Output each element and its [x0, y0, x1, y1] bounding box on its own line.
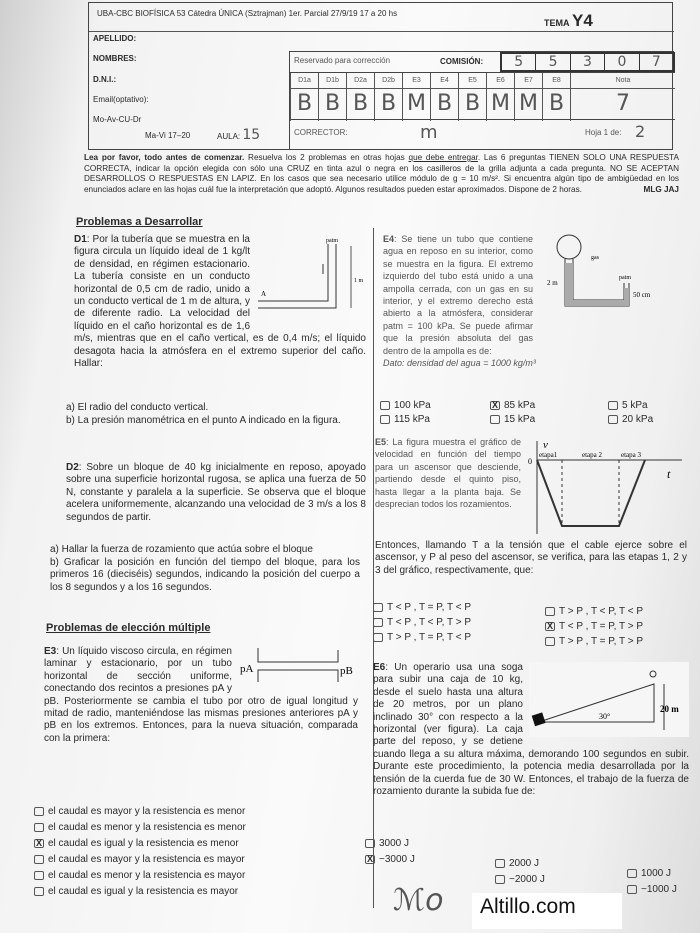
- aula-value: 15: [242, 127, 261, 143]
- option-label: −3000 J: [379, 854, 415, 865]
- svg-text:1 m: 1 m: [354, 278, 364, 284]
- d2-text: D2: Sobre un bloque de 40 kg inicialmente en reposo, apoyado sobre una superficie horizontal rugosa, se aplica una fuerza de 50 N, constante y paralela a la superficie. Se observa que el bloque acelera uniformemente, alcanzando una velocidad de 3 m/s a los 8 segundos de partir.: [66, 462, 366, 523]
- days-label: Mo-Av-CU-Dr: [93, 115, 142, 124]
- option-label: 115 kPa: [394, 414, 430, 425]
- option-label: el caudal es igual y la resistencia es mayor: [48, 886, 239, 897]
- e6-incline-figure: [529, 662, 689, 737]
- checkbox[interactable]: [490, 415, 500, 424]
- column-divider: [373, 228, 374, 908]
- grade-cell-d2b: [374, 73, 402, 121]
- d1-part-b: b) La presión manométrica en el punto A indicado en la figura.: [66, 415, 341, 426]
- e3-tube-figure: [238, 646, 358, 686]
- checkbox[interactable]: [365, 839, 375, 848]
- option-label: el caudal es mayor y la resistencia es mayor: [48, 854, 245, 865]
- e4-dato: Dato: densidad del agua = 1000 kg/m³: [383, 358, 536, 369]
- e6-option[interactable]: [495, 858, 539, 871]
- option-label: −2000 J: [509, 874, 545, 885]
- option-label: 2000 J: [509, 858, 540, 869]
- grade-header: E6: [487, 73, 514, 89]
- grade-cell-e8: [542, 73, 570, 121]
- svg-text:30°: 30°: [599, 712, 611, 721]
- grade-value: B: [436, 91, 453, 116]
- e4-option[interactable]: [608, 400, 648, 413]
- handwritten-signature: ℳo: [393, 883, 444, 918]
- svg-text:pB: pB: [340, 665, 353, 677]
- e4-option[interactable]: [608, 414, 653, 427]
- checkbox[interactable]: [495, 859, 505, 868]
- e5-option[interactable]: [373, 632, 471, 645]
- grade-grid: [290, 72, 675, 120]
- grade-cell-d1b: [318, 73, 346, 121]
- checkbox[interactable]: [34, 871, 44, 880]
- svg-text:20 m: 20 m: [660, 704, 679, 714]
- grade-value: B: [296, 91, 313, 116]
- checkbox[interactable]: [373, 618, 383, 627]
- e6-text: 30° 20 m E6: Un operario usa una soga para subir una caja de 10 kg, desde el suelo hasta una altura de 20 metros, por un plano inclinado 30° con respecto a la horizontal (ver figura). La caja parte del reposo, y se detiene cuando llega a su altura máxima, demorando 100 segundos en subir. Durante este procedimiento, la potencia media desarrollada por la tensión de la cuerda fue de 30 W. Entonces, el trabajo de la fuerza de rozamiento durante la subida fue de:: [373, 662, 689, 798]
- option-label: el caudal es menor y la resistencia es menor: [48, 822, 246, 833]
- aula-label: AULA:: [217, 132, 241, 141]
- grade-header: D1b: [319, 73, 346, 89]
- option-label: el caudal es mayor y la resistencia es menor: [48, 806, 246, 817]
- svg-text:0: 0: [528, 457, 532, 466]
- option-label: 5 kPa: [622, 400, 648, 411]
- dni-label: D.N.I.:: [93, 75, 117, 84]
- d2-part-b: b) Graficar la posición en función del tiempo del bloque, para los primeros 16 (dieciséis) segundos, indicando la posición del cuerpo a los 8 segundos y a los 16 segundos.: [50, 557, 360, 593]
- checkbox[interactable]: [608, 401, 618, 410]
- option-label: el caudal es igual y la resistencia es menor: [48, 838, 239, 849]
- tema-value: Y4: [572, 11, 593, 30]
- grade-header: E4: [431, 73, 458, 89]
- e3-option[interactable]: [34, 822, 246, 835]
- grade-cell-e7: [514, 73, 542, 121]
- instructions: Lea por favor, todo antes de comenzar. Resuelva los 2 problemas en otras hojas que debe entregar. Las 6 preguntas TIENEN SOLO UNA RESPUESTA CORRECTA, indicar la opción elegida con sólo una CRUZ en tinta azul o negra en los casilleros de la grilla adjunta a cada pregunta. NO SE ACEPTAN DESARROLLOS O RESPUESTAS EN LAPIZ. En los casos que sea necesario utilice módulo de g = 10 m/s². Si encuentra algún tipo de ambigüedad en los enunciados aclare en las hojas cuál fue la interpretación que adoptó. Algunos resultados pueden estar aproximados. Dispone de 2 horas. MLG JAJ: [84, 153, 679, 194]
- svg-text:pA: pA: [240, 663, 254, 675]
- d2-part-a: a) Hallar la fuerza de rozamiento que actúa sobre el bloque: [50, 544, 313, 555]
- watermark: Altillo.com: [480, 895, 576, 918]
- e5-option[interactable]: [373, 617, 471, 630]
- e3-option[interactable]: [34, 886, 238, 899]
- grade-value: B: [464, 91, 481, 116]
- grade-cell-nota: [570, 73, 675, 121]
- e5-option[interactable]: [373, 602, 471, 615]
- e4-options: [380, 400, 680, 428]
- checkbox[interactable]: [380, 415, 390, 424]
- d1-pipe-figure: [256, 234, 366, 324]
- checkbox[interactable]: [627, 885, 637, 894]
- grade-value: M: [407, 91, 426, 116]
- checkbox[interactable]: [380, 401, 390, 410]
- option-label: −1000 J: [641, 884, 677, 895]
- grade-cell-e5: [458, 73, 486, 121]
- svg-text:t: t: [667, 467, 671, 481]
- e4-option[interactable]: [380, 400, 431, 413]
- comision-boxes: 5 5 3 0 7: [500, 52, 675, 72]
- e6-option[interactable]: [365, 838, 409, 851]
- comision-label: COMISIÓN:: [440, 57, 484, 66]
- course-line: UBA-CBC BIOFÍSICA 53 Cátedra ÚNICA (Sztrajman) 1er. Parcial 27/9/19 17 a 20 hs: [97, 9, 398, 18]
- grade-cell-e3: [402, 73, 430, 121]
- svg-text:patm: patm: [326, 238, 338, 244]
- svg-text:etapa 2: etapa 2: [582, 451, 603, 459]
- option-label: 85 kPa: [504, 400, 536, 411]
- grade-header: D1a: [291, 73, 318, 89]
- e3-text: pA pB E3: Un líquido viscoso circula, en régimen laminar y estacionario, por un tubo horizontal de sección uniforme, conectando dos recintos a presiones pA y pB. Posteriormente se cambia el tubo por otro de igual longitud y mitad de radio, manteniéndose las mismas presiones anteriores pA y pB en los extremos. Entonces, para la nueva situación, comparada con la primera:: [44, 646, 358, 744]
- checkbox[interactable]: X: [491, 399, 498, 410]
- e5-option[interactable]: [545, 621, 643, 634]
- grade-header: E3: [403, 73, 430, 89]
- option-label: 1000 J: [641, 868, 672, 879]
- checkbox[interactable]: X: [35, 837, 42, 848]
- checkbox[interactable]: [373, 603, 383, 612]
- option-label: T > P , T = P, T > P: [559, 636, 644, 647]
- correction-grid: [289, 51, 674, 150]
- e5-text-2: Entonces, llamando T a la tensión que el cable ejerce sobre el ascensor, y P al peso del ascensor, se verifica, para las etapas 1, 2 y 3 del gráfico, respectivamente, que:: [375, 540, 687, 576]
- email-label: Email(optativo):: [93, 95, 149, 104]
- grade-cell-d1a: [290, 73, 318, 121]
- e3-option[interactable]: [34, 838, 239, 851]
- grade-value: B: [380, 91, 397, 116]
- e4-option[interactable]: [380, 414, 430, 427]
- option-label: 3000 J: [379, 838, 410, 849]
- grade-cell-e6: [486, 73, 514, 121]
- option-label: T > P , T = P, T < P: [387, 632, 472, 643]
- e4-option[interactable]: [490, 400, 535, 413]
- option-label: 15 kPa: [504, 414, 536, 425]
- grade-value: B: [352, 91, 369, 116]
- section-problemas-desarrollar: Problemas a Desarrollar: [76, 216, 203, 228]
- svg-text:etapa 3: etapa 3: [621, 451, 642, 459]
- checkbox[interactable]: [627, 869, 637, 878]
- option-label: T < P , T = P, T < P: [387, 602, 472, 613]
- grade-header: E8: [543, 73, 570, 89]
- e4-text: gas patm 2 m 50 cm E4: Se tiene un tubo que contiene agua en reposo en su interior, como se muestra en la figura. El extremo izquierdo del tubo está unido a una ampolla cerrada, con un gas en su interior, y el extremo derecho está abierto a la atmósfera, considerar patm = 100 kPa. Se puede afirmar que la presión absoluta del gas dentro de la ampolla es de: Dato: densidad del agua = 1000 kg/m³: [383, 233, 689, 369]
- e3-option[interactable]: [34, 854, 245, 867]
- e4-manometer-figure: [539, 233, 689, 333]
- option-label: 100 kPa: [394, 400, 431, 411]
- option-label: T < P , T < P, T > P: [387, 617, 472, 628]
- checkbox[interactable]: [34, 807, 44, 816]
- e5-option[interactable]: [545, 636, 643, 649]
- hoja-value: 2: [635, 122, 646, 141]
- grade-value: 7: [616, 91, 630, 116]
- svg-text:etapa1: etapa1: [539, 451, 558, 459]
- e5-velocity-graph: [527, 436, 687, 536]
- header-table: [88, 2, 673, 150]
- e5-options: [373, 602, 683, 650]
- svg-text:2 m: 2 m: [547, 279, 558, 287]
- grade-header: D2b: [375, 73, 402, 89]
- e3-option[interactable]: [34, 806, 245, 819]
- e5-text: E5: La figura muestra el gráfico de velocidad en función del tiempo para un ascensor que desciende, partiendo desde el quinto piso, hasta llegar a la planta baja. Se desprecian todos los rozamientos.: [375, 437, 521, 510]
- checkbox[interactable]: [608, 415, 618, 424]
- turno-label: Ma-Vi 17–20: [145, 131, 191, 140]
- checkbox[interactable]: [373, 633, 383, 642]
- hoja-label: Hoja 1 de:: [585, 128, 622, 137]
- svg-text:50 cm: 50 cm: [633, 291, 651, 299]
- grade-value: M: [519, 91, 538, 116]
- reservado-label: Reservado para corrección: [294, 56, 391, 65]
- apellido-label: APELLIDO:: [93, 34, 137, 43]
- svg-text:A: A: [261, 290, 267, 298]
- checkbox[interactable]: [545, 607, 555, 616]
- e3-option[interactable]: [34, 870, 245, 883]
- section-eleccion-multiple: Problemas de elección múltiple: [46, 622, 211, 634]
- grade-value: B: [548, 91, 565, 116]
- nombres-label: NOMBRES:: [93, 54, 137, 63]
- checkbox[interactable]: [34, 855, 44, 864]
- tema-label: TEMA: [544, 18, 570, 28]
- e5-option[interactable]: [545, 606, 643, 619]
- grade-value: M: [491, 91, 510, 116]
- checkbox[interactable]: [34, 887, 44, 896]
- checkbox[interactable]: X: [546, 620, 553, 631]
- grade-cell-e4: [430, 73, 458, 121]
- e6-option[interactable]: [365, 854, 415, 867]
- grade-header: Nota: [571, 73, 675, 89]
- grade-header: D2a: [347, 73, 374, 89]
- d1-part-a: a) El radio del conducto vertical.: [66, 402, 209, 413]
- grade-cell-d2a: [346, 73, 374, 121]
- grade-header: E7: [515, 73, 542, 89]
- grade-value: B: [324, 91, 341, 116]
- initials: MLG JAJ: [643, 184, 679, 194]
- corrector-signature: m: [420, 122, 438, 143]
- e6-option[interactable]: [627, 884, 677, 897]
- grade-header: E5: [459, 73, 486, 89]
- checkbox[interactable]: [545, 637, 555, 646]
- svg-text:v: v: [543, 439, 548, 451]
- corrector-label: CORRECTOR:: [294, 128, 348, 137]
- option-label: 20 kPa: [622, 414, 654, 425]
- option-label: T > P , T < P, T < P: [559, 606, 644, 617]
- svg-text:gas: gas: [591, 255, 599, 261]
- checkbox[interactable]: [495, 875, 505, 884]
- checkbox[interactable]: [34, 823, 44, 832]
- e6-option[interactable]: [627, 868, 671, 881]
- e6-option[interactable]: [495, 874, 545, 887]
- d1-text: patm 1 m A D1: Por la tubería que se muestra en la figura circula un líquido ideal de 1 kg/lt de densidad, en régimen estacionario. La tubería consiste en un conducto horizontal de 0,5 cm de radio, unido a un conducto vertical de 1 m de altura, y de diferente radio. La velocidad del líquido en el caño horizontal es de 1,6 m/s, mientras que en el caño vertical, es de 0,4 m/s; el líquido desagota hacia la atmósfera en el extremo superior del caño. Hallar:: [74, 234, 366, 370]
- e5-block: [375, 436, 687, 577]
- option-label: T < P , T = P, T > P: [559, 621, 644, 632]
- option-label: el caudal es menor y la resistencia es mayor: [48, 870, 246, 881]
- e4-option[interactable]: [490, 414, 535, 427]
- svg-text:patm: patm: [619, 275, 631, 281]
- checkbox[interactable]: X: [366, 853, 373, 864]
